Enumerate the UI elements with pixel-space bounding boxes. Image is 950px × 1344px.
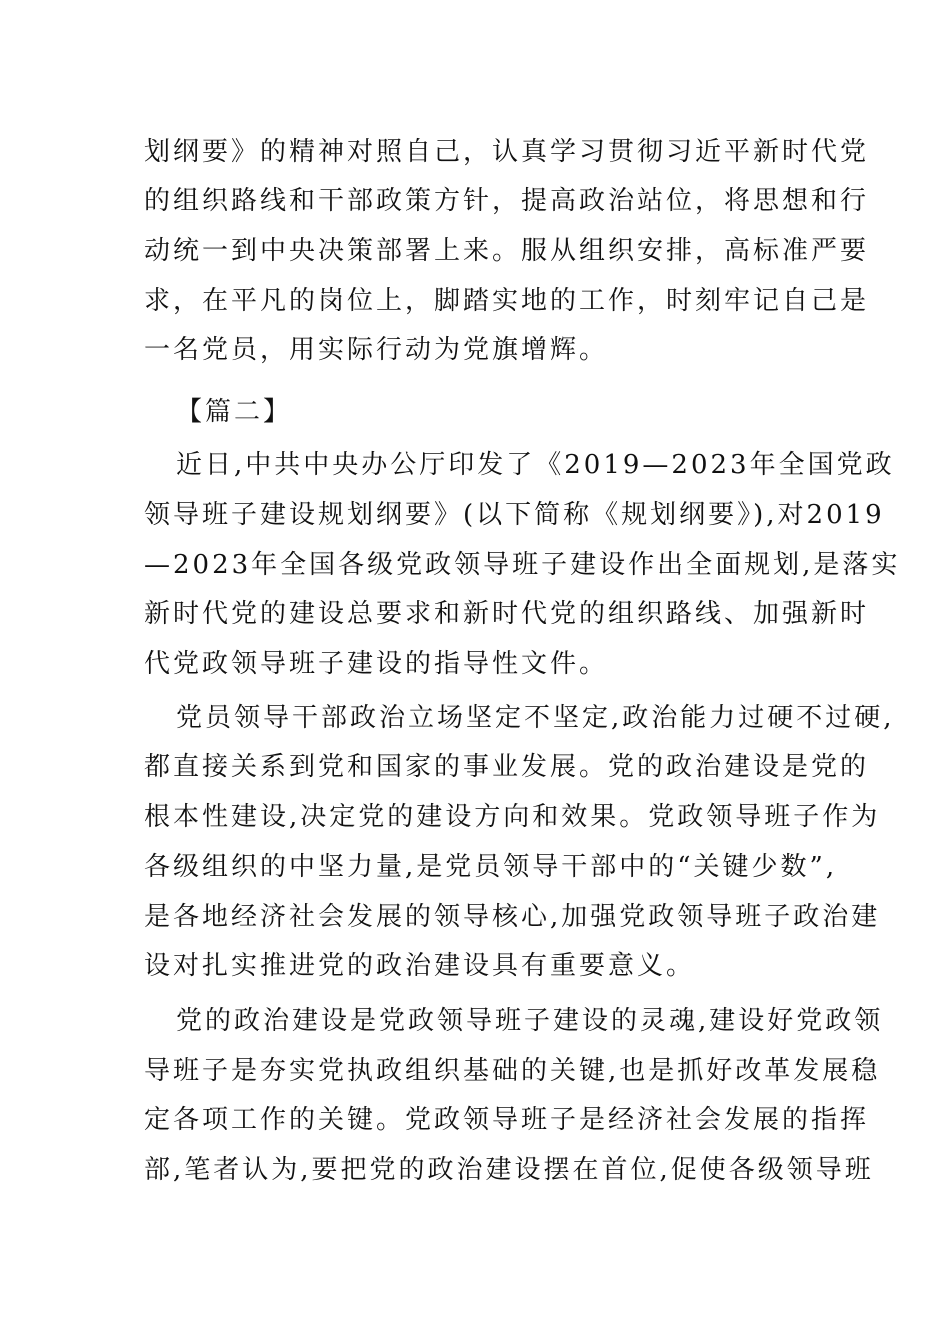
text-line: 一名党员，用实际行动为党旗增辉。: [144, 335, 609, 365]
text-line: 的组织路线和干部政策方针，提高政治站位，将思想和行: [144, 186, 870, 216]
paragraph-line: 党的政治建设是党政领导班子建设的灵魂,建设好党政领: [176, 1006, 884, 1036]
text-line: 划纲要》的精神对照自己，认真学习贯彻习近平新时代党: [144, 137, 870, 167]
section-heading: 【篇二】: [176, 397, 293, 427]
paragraph-line: 设对扎实推进党的政治建设具有重要意义。: [144, 951, 696, 981]
paragraph-line: 领导班子建设规划纲要》(以下简称《规划纲要》),对2019: [144, 500, 885, 530]
paragraph-line: 各级组织的中坚力量,是党员领导干部中的“关键少数”,: [144, 852, 838, 882]
paragraph-line: 代党政领导班子建设的指导性文件。: [144, 649, 609, 679]
paragraph-line: 党员领导干部政治立场坚定不坚定,政治能力过硬不过硬,: [176, 703, 895, 733]
paragraph-line: —2023年全国各级党政领导班子建设作出全面规划,是落实: [144, 550, 901, 580]
paragraph-line: 新时代党的建设总要求和新时代党的组织路线、加强新时: [144, 599, 870, 629]
paragraph-line: 导班子是夯实党执政组织基础的关键,也是抓好改革发展稳: [144, 1056, 881, 1086]
paragraph-line: 部,笔者认为,要把党的政治建设摆在首位,促使各级领导班: [144, 1155, 874, 1185]
text-line: 动统一到中央决策部署上来。服从组织安排，高标准严要: [144, 236, 870, 266]
text-line: 求，在平凡的岗位上，脚踏实地的工作，时刻牢记自己是: [144, 286, 870, 316]
paragraph-line: 是各地经济社会发展的领导核心,加强党政领导班子政治建: [144, 902, 881, 932]
paragraph-line: 近日,中共中央办公厅印发了《2019—2023年全国党政: [176, 450, 895, 480]
paragraph-line: 根本性建设,决定党的建设方向和效果。党政领导班子作为: [144, 802, 881, 832]
paragraph-line: 都直接关系到党和国家的事业发展。党的政治建设是党的: [144, 752, 870, 782]
paragraph-line: 定各项工作的关键。党政领导班子是经济社会发展的指挥: [144, 1105, 870, 1135]
